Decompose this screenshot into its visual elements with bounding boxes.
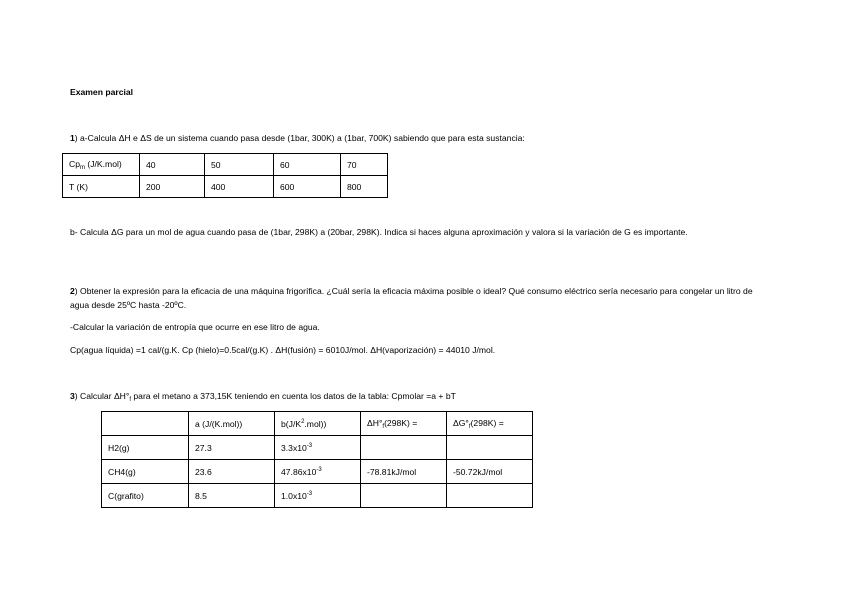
table-cell: 800 xyxy=(341,176,388,198)
table-header-dg: $\Delta G^\circ_f(298K)$ = xyxy=(447,412,533,436)
table-cell: 27.3 xyxy=(189,436,275,460)
table-row xyxy=(102,460,533,484)
table-cell-header: $Cp_m$ (J/K.mol) xyxy=(63,154,140,176)
table-row xyxy=(102,484,533,508)
table-cell: 23.6 xyxy=(189,460,275,484)
table-cell: $47.86x10^{-3}$ xyxy=(275,460,361,484)
question-1-number: 1 xyxy=(70,133,75,143)
question-1-part-a xyxy=(70,133,525,144)
table-header-a: a (J/(K.mol)) xyxy=(189,412,275,436)
table-row xyxy=(102,412,533,436)
table-cell xyxy=(361,484,447,508)
table-row xyxy=(63,154,388,176)
table-cell: -78.81kJ/mol xyxy=(361,460,447,484)
question-1-part-b: b- Calcula ΔG para un mol de agua cuando pasa de (1bar, 298K) a (20bar, 298K). Indica si haces alguna aproximación y valora si la variación de G es importante. xyxy=(70,227,688,237)
table-cell: 70 xyxy=(341,154,388,176)
table-cell: $3.3x10^{-3}$ xyxy=(275,436,361,460)
table-cell xyxy=(447,484,533,508)
table-cell: $1.0x10^{-3}$ xyxy=(275,484,361,508)
question-3-number: 3 xyxy=(70,391,75,401)
question-2 xyxy=(70,284,770,312)
q3-data-table xyxy=(101,411,533,508)
question-2-line-3: Cp(agua líquida) =1 cal/(g.K. Cp (hielo)=0.5cal/(g.K) . ΔH(fusión) = 6010J/mol. ΔH(vaporización) = 44010 J/mol. xyxy=(70,345,496,355)
table-cell: 40 xyxy=(140,154,205,176)
table-header-dh: $\Delta H^\circ_f(298K)$ = xyxy=(361,412,447,436)
table-header-b: $b(J/K^2.mol)$) xyxy=(275,412,361,436)
table-cell: 600 xyxy=(274,176,341,198)
table-cell: 200 xyxy=(140,176,205,198)
question-2-line-2: -Calcular la variación de entropía que ocurre en ese litro de agua. xyxy=(70,322,320,332)
table-row xyxy=(63,176,388,198)
table-cell: 50 xyxy=(205,154,274,176)
table-cell: CH4(g) xyxy=(102,460,189,484)
table-cell: -50.72kJ/mol xyxy=(447,460,533,484)
table-cell: H2(g) xyxy=(102,436,189,460)
table-cell: 8.5 xyxy=(189,484,275,508)
question-3: 3) Calcular $\Delta H^\circ_f$ para el metano a 373,15K teniendo en cuenta los datos de la tabla: Cpmolar =a + bT xyxy=(70,391,456,403)
table-cell-header: T (K) xyxy=(63,176,140,198)
question-1-a-text: ) a-Calcula ΔH e ΔS de un sistema cuando pasa desde (1bar, 300K) a (1bar, 700K) sabiendo que para esta sustancia: xyxy=(74,133,525,143)
document-title: Examen parcial xyxy=(70,87,134,97)
question-2-text: ) Obtener la expresión para la eficacia de una máquina frigorífica. ¿Cuál sería la eficacia máxima posible o ideal? Qué consumo eléctrico sería necesario para congelar un litro de agua desde 25ºC hasta -20ºC. xyxy=(70,286,753,310)
table-cell-empty xyxy=(102,412,189,436)
table-row xyxy=(102,436,533,460)
table-cell: C(grafito) xyxy=(102,484,189,508)
q1-data-table xyxy=(62,153,388,198)
question-2-number: 2 xyxy=(70,286,75,296)
table-cell: 60 xyxy=(274,154,341,176)
table-cell: 400 xyxy=(205,176,274,198)
table-cell xyxy=(361,436,447,460)
table-cell xyxy=(447,436,533,460)
